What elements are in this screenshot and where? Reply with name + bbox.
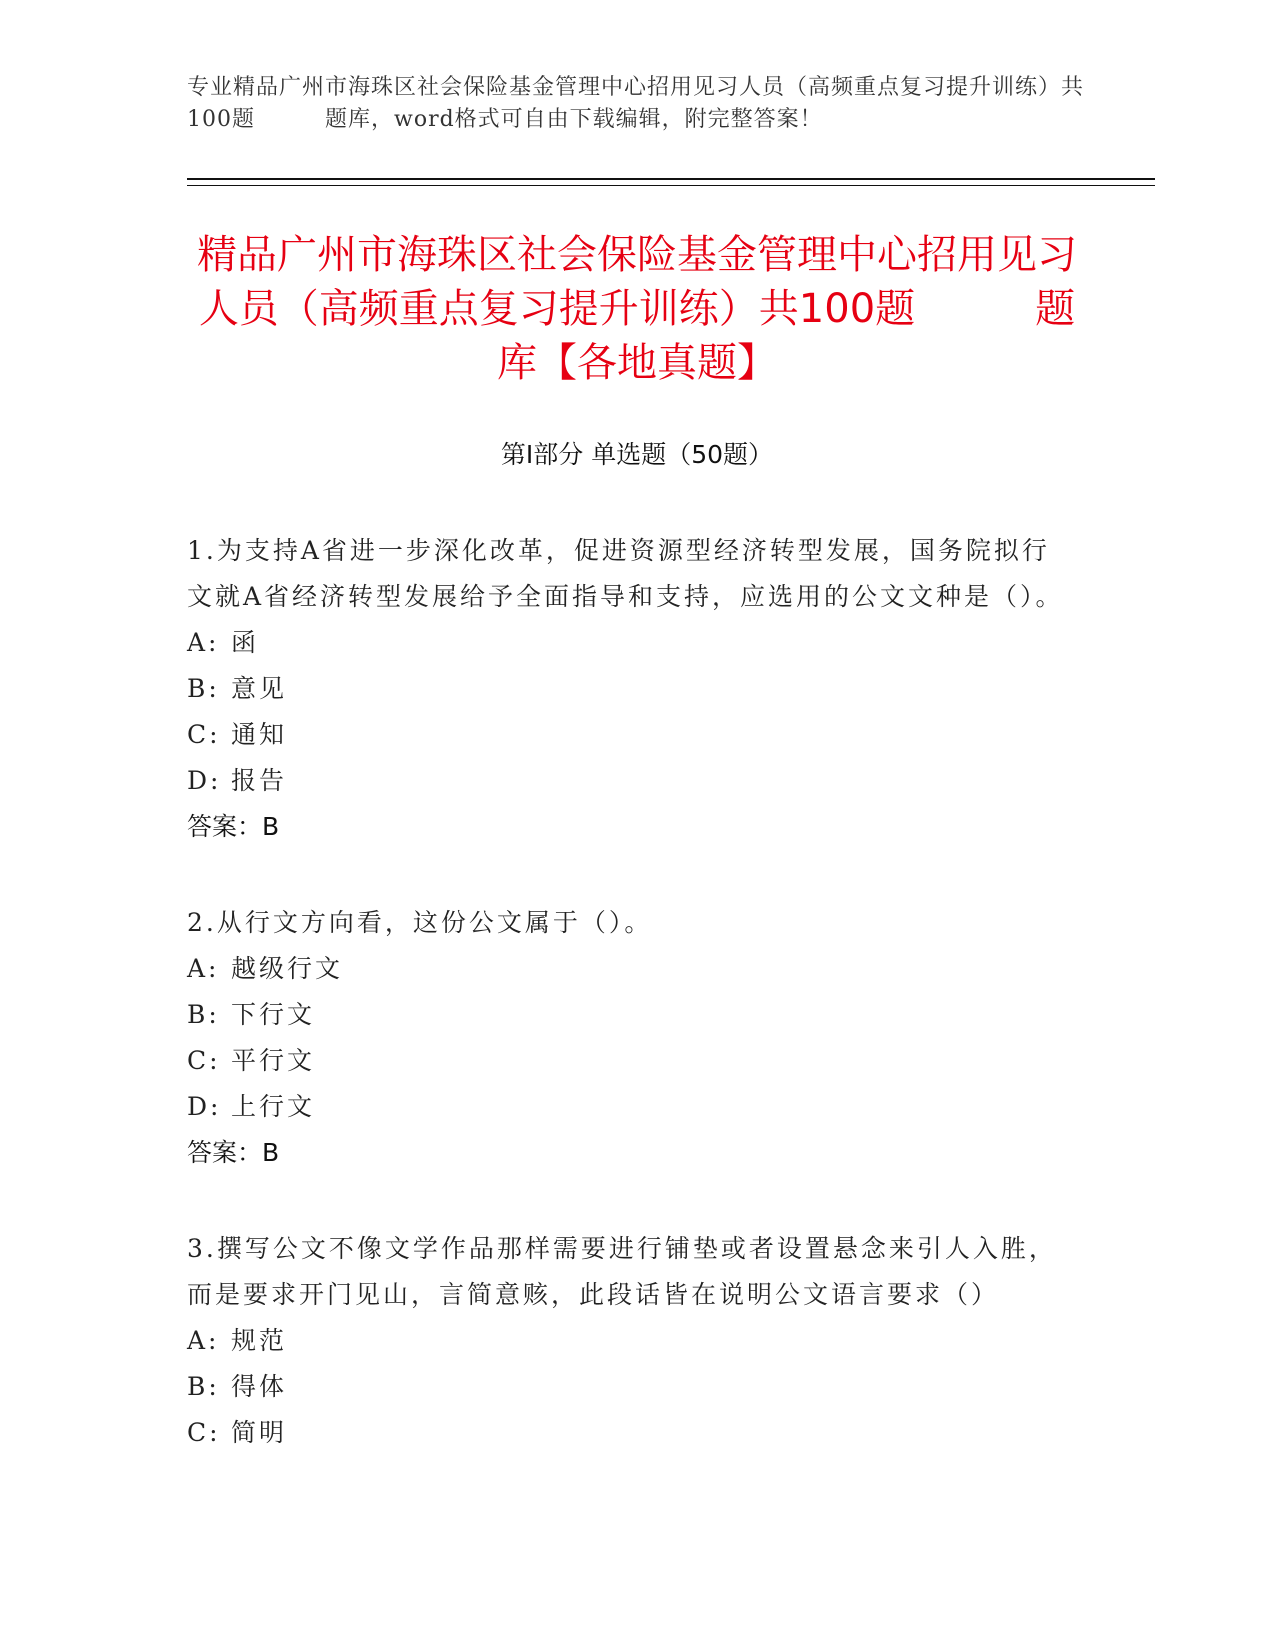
question-1 — [187, 528, 1067, 850]
option-text: 报告 — [231, 766, 288, 795]
option-text: 平行文 — [231, 1046, 316, 1075]
document-title — [187, 228, 1087, 390]
header-note-part1: 专业精品广州市海珠区社会保险基金管理中心招用见习人员（高频重点复习提升训练）共100题 — [187, 75, 1085, 132]
question-3 — [187, 1226, 1067, 1456]
question-stem: 2.从行文方向看，这份公文属于（）。 — [187, 908, 653, 937]
option-key: C: — [187, 1418, 221, 1447]
header-note — [187, 72, 1087, 136]
option-key: B: — [187, 1372, 220, 1401]
option-key: A: — [187, 1326, 220, 1355]
question-answer: 答案：B — [187, 1138, 280, 1167]
option-key: D: — [187, 1092, 222, 1121]
option-a — [187, 620, 1067, 666]
option-a — [187, 946, 1067, 992]
option-text: 越级行文 — [231, 954, 344, 983]
question-list — [187, 528, 1067, 1506]
option-c — [187, 1038, 1067, 1084]
option-text: 简明 — [231, 1418, 288, 1447]
option-text: 上行文 — [231, 1092, 316, 1121]
question-stem: 3.撰写公文不像文学作品那样需要进行铺垫或者设置悬念来引人入胜，而是要求开门见山，言简意赅，此段话皆在说明公文语言要求（） — [187, 1234, 1057, 1309]
option-b — [187, 992, 1067, 1038]
question-2 — [187, 900, 1067, 1176]
option-d — [187, 758, 1067, 804]
option-text: 通知 — [231, 720, 288, 749]
document-title-part1: 精品广州市海珠区社会保险基金管理中心招用见习人员（高频重点复习提升训练）共100题 — [197, 232, 1077, 332]
option-d — [187, 1084, 1067, 1130]
header-rule-thin — [187, 185, 1155, 186]
question-stem: 1.为支持A省进一步深化改革，促进资源型经济转型发展，国务院拟行文就A省经济转型发展给予全面指导和支持，应选用的公文文种是（）。 — [187, 536, 1064, 611]
option-text: 规范 — [231, 1326, 288, 1355]
option-text: 意见 — [231, 674, 288, 703]
option-c — [187, 1410, 1067, 1456]
option-b — [187, 1364, 1067, 1410]
option-text: 下行文 — [231, 1000, 316, 1029]
option-b — [187, 666, 1067, 712]
option-key: B: — [187, 674, 220, 703]
option-key: A: — [187, 628, 220, 657]
option-text: 函 — [231, 628, 260, 657]
section-title: 第Ⅰ部分 单选题（50题） — [500, 440, 774, 469]
option-c — [187, 712, 1067, 758]
option-a — [187, 1318, 1067, 1364]
header-note-part2: 题库，word格式可自由下载编辑，附完整答案！ — [325, 107, 823, 132]
option-key: B: — [187, 1000, 220, 1029]
document-title-part2: 题库【各地真题】 — [497, 286, 1076, 386]
header-rule-thick — [187, 178, 1155, 180]
option-text: 得体 — [231, 1372, 288, 1401]
option-key: D: — [187, 766, 222, 795]
option-key: C: — [187, 1046, 221, 1075]
option-key: A: — [187, 954, 220, 983]
question-answer: 答案：B — [187, 812, 280, 841]
option-key: C: — [187, 720, 221, 749]
